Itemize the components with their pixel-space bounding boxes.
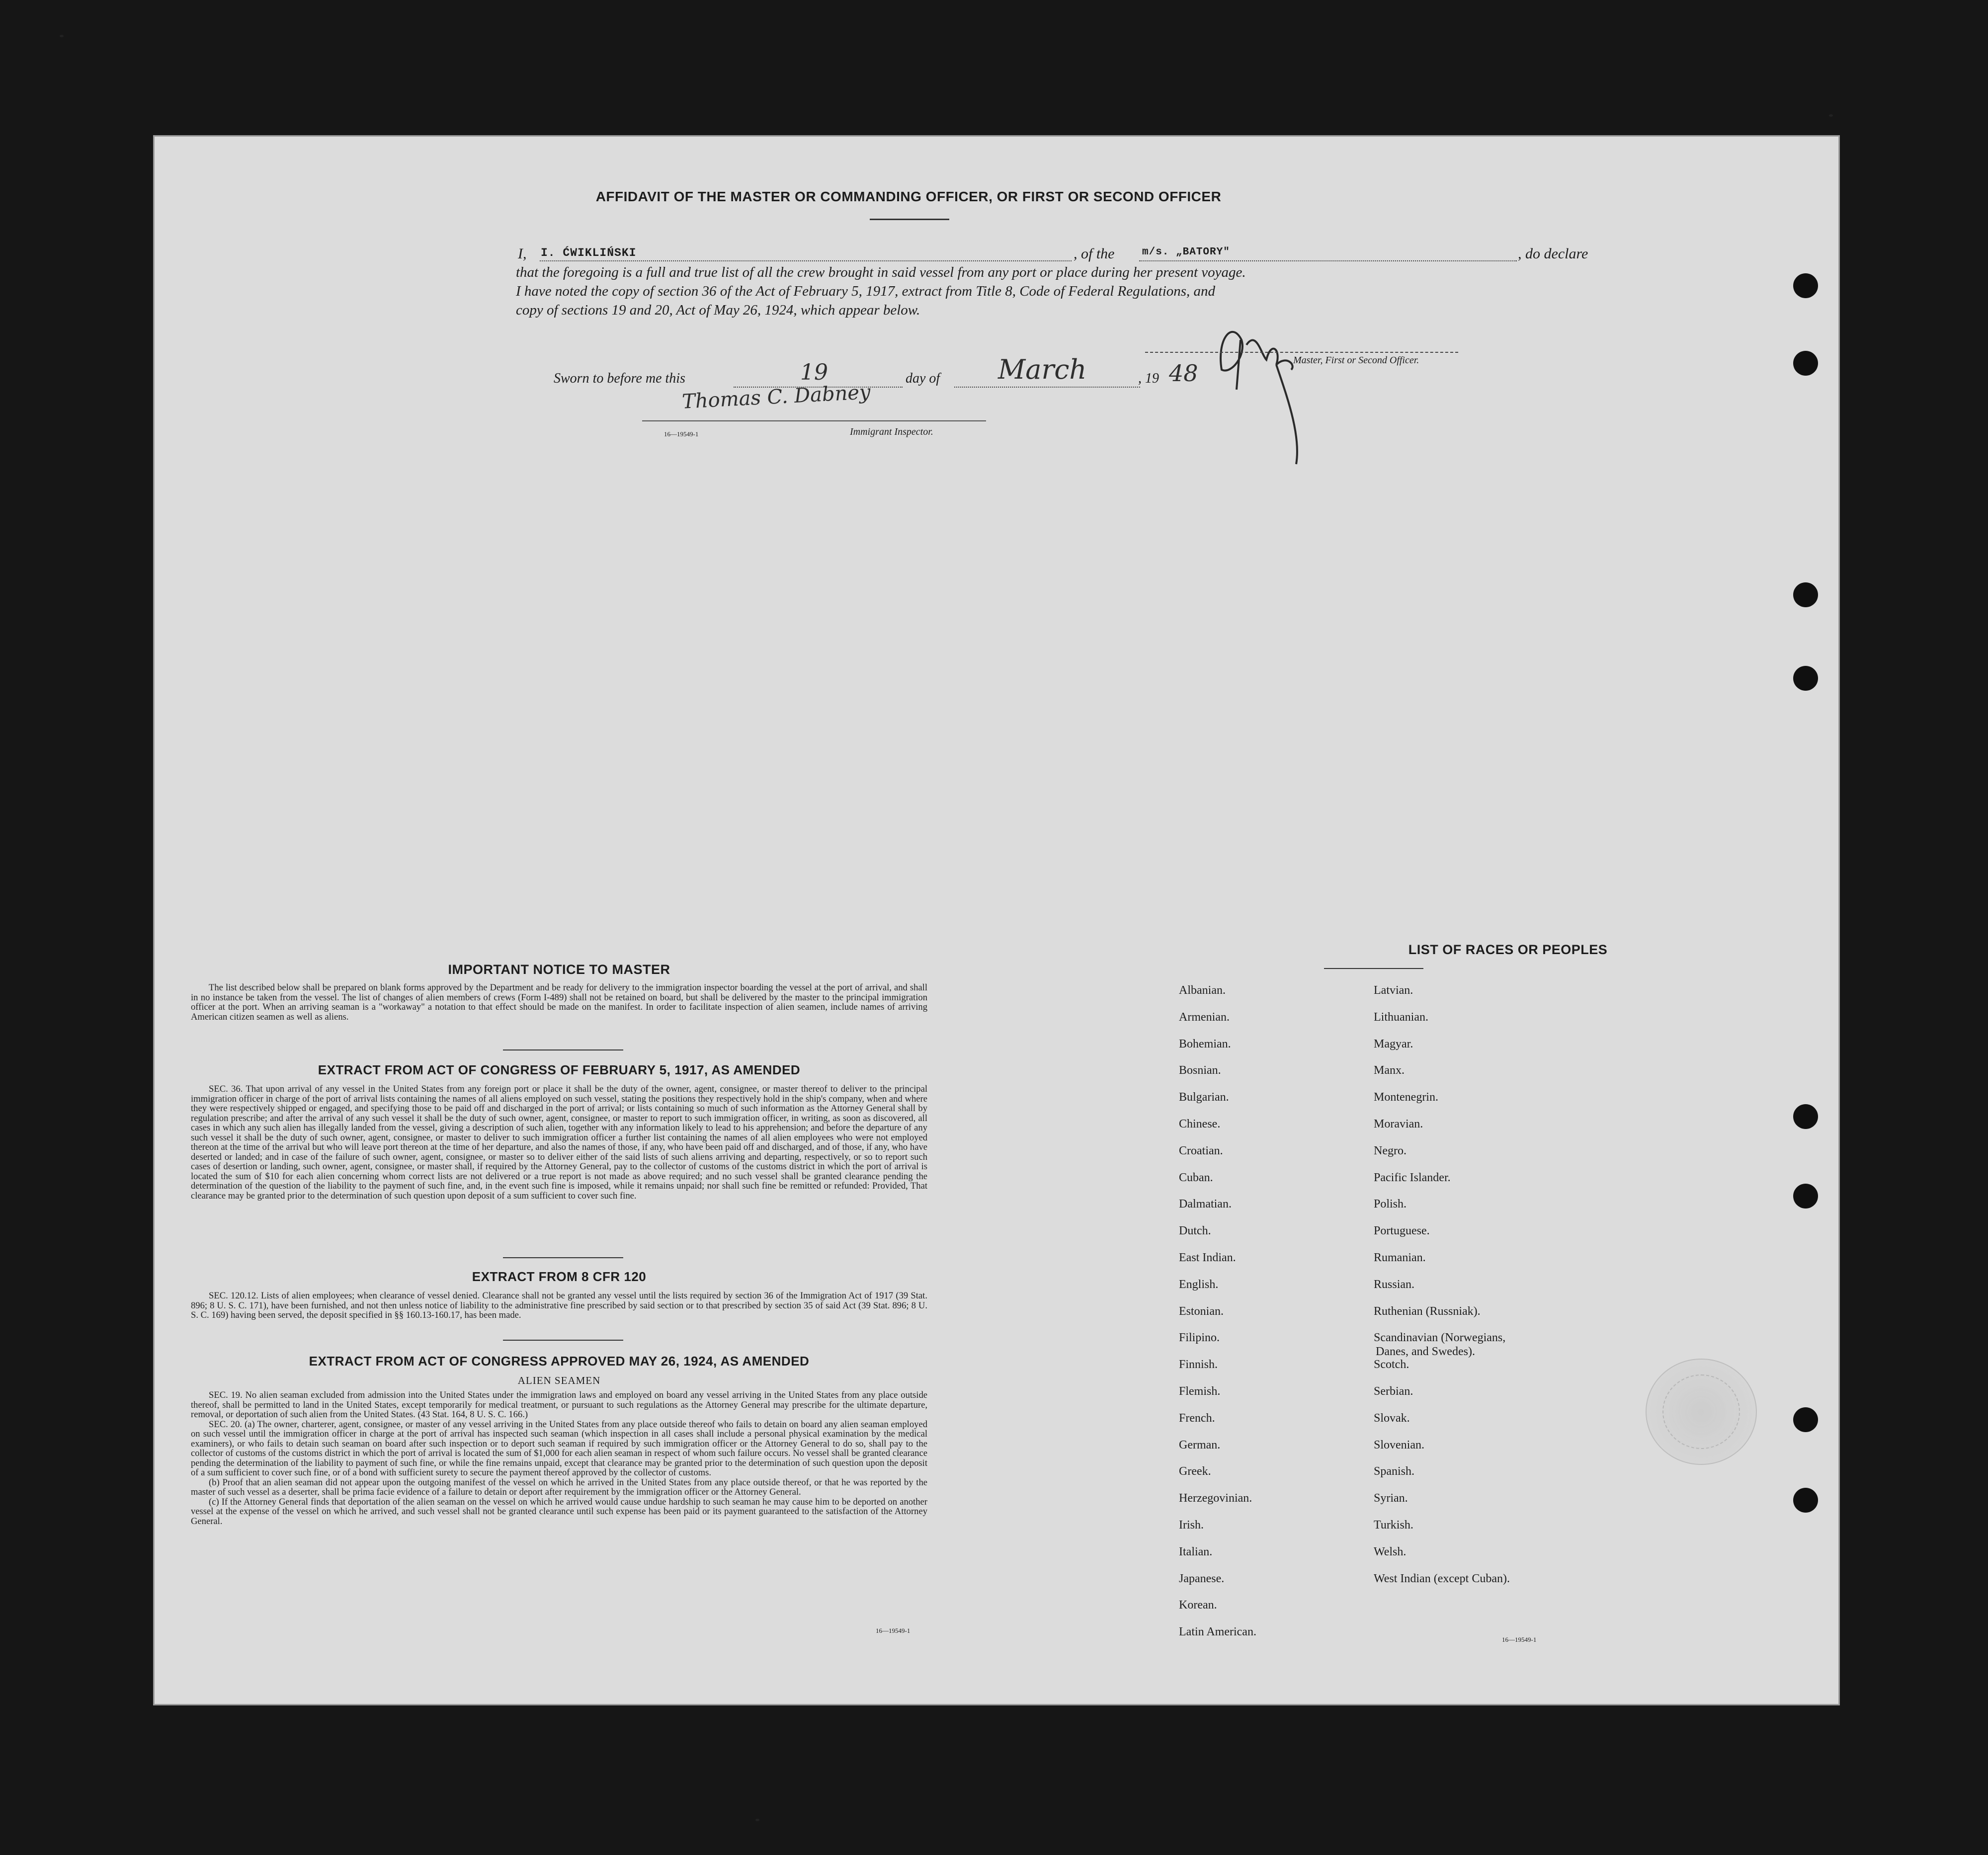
title-rule [870, 219, 949, 220]
race-item: Bulgarian. [1179, 1091, 1229, 1104]
notice-paragraph: The list described below shall be prepared on blank forms approved by the Department and be ready for delivery to the immigration inspector boarding the vessel at the port of arrival, and shall in no instance be taken from the vessel. The list of changes of alien members of crews (Form I-489) shall not be retained on board, but shall be delivered by the master to the principal immigration officer at the port. When an arriving seaman is a "workaway" a notation to that effect should be made on the manifest. In order to facilitate inspection of alien seamen, include names of arriving American citizen seamen as well as aliens. [191, 982, 927, 1022]
inspector-line [642, 420, 986, 421]
race-item: Bohemian. [1179, 1038, 1231, 1050]
punch-hole [1793, 582, 1818, 607]
of-the-label: , of the [1074, 245, 1115, 262]
extract-cfr-paragraph: SEC. 120.12. Lists of alien employees; when clearance of vessel denied. Clearance shall not be granted any vessel until the lists required by section 36 of the Immigration Act of 1917 (39 Stat. 896; 8 U. S. C. 171), have been furnished, and not then unless notice of liability to the administrative fine prescribed by said section or to that prescribed by section 35 of said Act (39 Stat. 896; 8 U. S. C. 169) having been served, the deposit specified in §§ 160.13-160.17, has been made. [191, 1290, 927, 1320]
inspector-caption: Immigrant Inspector. [850, 426, 933, 437]
extract-1924-subtitle: ALIEN SEAMEN [517, 1374, 601, 1386]
i-label: I, [518, 245, 527, 262]
extract-1924-paragraph: SEC. 19. No alien seaman excluded from admission into the United States under the immigration laws and employed on board any vessel arriving in the United States from any place outside thereof, shall be permitted to land in the United States, except temporarily for medical treatment, or pursuant to such regulations as the Attorney General may prescribe for the ultimate departure, removal, or deportation of such alien from the United States. (43 Stat. 164, 8 U. S. C. 166.) [191, 1390, 927, 1420]
race-item: Scotch. [1374, 1358, 1409, 1371]
race-item: Chinese. [1179, 1118, 1221, 1130]
extract-1924-paragraph: (c) If the Attorney General finds that deportation of the alien seaman on the vessel on which he arrived would cause undue hardship to such seaman he may cause him to be deported on another vessel at the expense of the vessel on which he arrived, and such vessel shall not be granted clearance until such expense has been paid or its payment guaranteed to the satisfaction of the Attorney General. [191, 1496, 927, 1527]
master-caption: Master, First or Second Officer. [1293, 355, 1419, 366]
sworn-day: 19 [800, 360, 828, 385]
affidavit-title: AFFIDAVIT OF THE MASTER OR COMMANDING OFFICER, OR FIRST OR SECOND OFFICER [595, 189, 1222, 204]
race-item: Armenian. [1179, 1011, 1230, 1024]
race-item: Irish. [1179, 1519, 1204, 1532]
race-item: Slovak. [1374, 1412, 1410, 1425]
race-item: Croatian. [1179, 1144, 1223, 1157]
sworn-year: 48 [1169, 360, 1198, 387]
affidavit-line-2: that the foregoing is a full and true list of all the crew brought in said vessel from any port or place during her present voyage. [516, 264, 1246, 280]
race-item: English. [1179, 1278, 1219, 1291]
race-item: Manx. [1374, 1064, 1405, 1077]
affidavit-line-3: I have noted the copy of section 36 of the Act of February 5, 1917, extract from Title 8, Code of Federal Regulations, and [516, 283, 1216, 299]
race-item: French. [1179, 1412, 1215, 1425]
extract-1917-title: EXTRACT FROM ACT OF CONGRESS OF FEBRUARY 5, 1917, AS AMENDED [318, 1062, 801, 1077]
race-item: Slovenian. [1374, 1439, 1424, 1452]
race-item: Flemish. [1179, 1385, 1221, 1398]
sworn-label: Sworn to before me this [554, 371, 685, 386]
race-item: Latvian. [1374, 984, 1413, 997]
form-number-left: 16—19549-1 [876, 1627, 911, 1634]
name-line [540, 260, 1072, 261]
races-title: LIST OF RACES OR PEOPLES [1408, 942, 1608, 957]
extract-cfr-title: EXTRACT FROM 8 CFR 120 [472, 1269, 647, 1284]
race-item: Welsh. [1374, 1545, 1407, 1558]
race-item: Lithuanian. [1374, 1011, 1428, 1024]
race-item: Bosnian. [1179, 1064, 1221, 1077]
punch-hole [1793, 1488, 1818, 1513]
race-item: Cuban. [1179, 1171, 1213, 1184]
race-item: Ruthenian (Russniak). [1374, 1305, 1481, 1318]
vessel-name: m/s. „BATORY" [1142, 246, 1230, 258]
race-item: German. [1179, 1439, 1221, 1452]
race-item: Scandinavian (Norwegians, [1374, 1331, 1506, 1344]
extract-1924-paragraph: (b) Proof that an alien seaman did not appear upon the outgoing manifest of the vessel on which he arrived in the United States from any place outside thereof, or that he was reported by the master of such vessel as a deserter, shall be prima facie evidence of a failure to detain or deport after requirement by the immigration officer or the Attorney General. [191, 1477, 927, 1497]
inspector-signature: Thomas C. Dabney [681, 381, 871, 413]
extract-1917-text [191, 1084, 927, 1201]
form-number-top: 16—19549-1 [664, 430, 699, 438]
section-rule [503, 1257, 623, 1258]
race-item: Montenegrin. [1374, 1091, 1438, 1104]
extract-1924-text [191, 1390, 927, 1526]
race-item: Serbian. [1374, 1385, 1413, 1398]
punch-hole [1793, 666, 1818, 691]
extract-1924-paragraph: SEC. 20. (a) The owner, charterer, agent, consignee, or master of any vessel arriving in the United States from any place outside thereof who fails to detain on board any alien seaman employed on such vessel until the immigration officer in charge at the port of arrival has inspected such seaman (which inspection in all cases shall include a personal physical examination by the medical examiners), or who fails to detain such seaman on board after such inspection or to deport such seaman if required by such immigration officer or the Attorney General to do so, shall pay to the collector of customs of the customs district in which the port of arrival is located the sum of $1,000 for each alien seaman in respect of whom such failure occurs. No vessel shall be granted clearance pending the determination of the liability to payment of such fine, or while the fine remains unpaid, except that clearance may be granted prior to the determination of such question upon the deposit of a sum sufficient to cover such fine, or of a bond with sufficient surety to secure the payment thereof approved by the collector of customs. [191, 1419, 927, 1478]
sworn-month-line [954, 387, 1140, 388]
section-rule [503, 1049, 623, 1050]
year-prefix: , 19 [1138, 371, 1159, 386]
vessel-line [1139, 260, 1517, 261]
document-page [153, 135, 1840, 1705]
extract-cfr-text [191, 1291, 927, 1320]
notice-text [191, 983, 927, 1022]
race-item: Danes, and Swedes). [1376, 1345, 1475, 1358]
race-item: Rumanian. [1374, 1251, 1426, 1264]
race-item: East Indian. [1179, 1251, 1236, 1264]
race-item: Greek. [1179, 1465, 1211, 1478]
affidavit-line-4: copy of sections 19 and 20, Act of May 26, 1924, which appear below. [516, 302, 920, 318]
race-item: Korean. [1179, 1599, 1217, 1612]
sworn-month: March [998, 354, 1087, 385]
race-item: Italian. [1179, 1545, 1213, 1558]
race-item: Albanian. [1179, 984, 1226, 997]
race-item: Japanese. [1179, 1572, 1225, 1585]
master-signature [1202, 310, 1351, 469]
form-number-right: 16—19549-1 [1502, 1636, 1537, 1643]
race-item: Syrian. [1374, 1492, 1408, 1505]
race-item: Pacific Islander. [1374, 1171, 1451, 1184]
embossed-seal [1646, 1359, 1757, 1465]
do-declare-label: , do declare [1518, 245, 1588, 262]
races-title-rule [1324, 968, 1423, 969]
race-item: Dalmatian. [1179, 1198, 1232, 1210]
race-item: West Indian (except Cuban). [1374, 1572, 1510, 1585]
race-item: Portuguese. [1374, 1224, 1430, 1237]
extract-1917-paragraph: SEC. 36. That upon arrival of any vessel in the United States from any foreign port or place it shall be the duty of the owner, agent, consignee, or master thereof to deliver to the principal immigration officer in charge of the port of arrival lists containing the names of all aliens employed on such vessel, stating the positions they respectively hold in the ship's company, when and where they were respectively shipped or engaged, and specifying those to be paid off and discharged in the port of arrival; or lists containing so much of such information as the Attorney General shall by regulation prescribe; and after the arrival of any such vessel it shall be the duty of such owner, agent, consignee, or master to report to such immigration officer, in writing, as soon as discovered, all cases in which any such alien has illegally landed from the vessel, giving a description of such alien, together with any information likely to lead to his apprehension; and before the departure of any such vessel it shall be the duty of such owner, agent, consignee, or master to deliver to such immigration officer a further list containing the names of all alien employees who were not employed thereon at the time of the arrival but who will leave port thereon at the time of her departure, and also the names of those, if any, who have been paid off and discharged, and of those, if any, who have deserted or landed; and in case of the failure of such owner, agent, consignee, or master so to deliver either of the said lists of such aliens arriving and departing, respectively, or so to report such cases of desertion or landing, such owner, agent, consignee, or master shall, if required by the Attorney General, pay to the collector of customs of the customs district in which the port of arrival is located the sum of $10 for each alien concerning whom correct lists are not delivered or a true report is not made as above required; and no such vessel shall be granted clearance pending the determination of the question of the liability to the payment of such fine, and, in the event such fine is imposed, while it remains unpaid; nor shall such fine be remitted or refunded: Provided, That clearance may be granted prior to the determination of such question upon deposit of a sum sufficient to cover such fine. [191, 1084, 927, 1201]
race-item: Moravian. [1374, 1118, 1423, 1130]
race-item: Turkish. [1374, 1519, 1413, 1532]
race-item: Estonian. [1179, 1305, 1224, 1318]
race-item: Russian. [1374, 1278, 1415, 1291]
extract-1924-title: EXTRACT FROM ACT OF CONGRESS APPROVED MAY 26, 1924, AS AMENDED [309, 1354, 810, 1369]
race-item: Dutch. [1179, 1224, 1211, 1237]
notice-title: IMPORTANT NOTICE TO MASTER [448, 962, 670, 977]
master-signature-line [1145, 352, 1458, 353]
race-item: Filipino. [1179, 1331, 1220, 1344]
punch-hole [1793, 1104, 1818, 1129]
punch-hole [1793, 351, 1818, 376]
punch-hole [1793, 273, 1818, 298]
race-item: Herzegovinian. [1179, 1492, 1252, 1505]
day-of-label: day of [906, 371, 940, 386]
race-item: Finnish. [1179, 1358, 1218, 1371]
race-item: Latin American. [1179, 1625, 1256, 1638]
race-item: Magyar. [1374, 1038, 1413, 1050]
section-rule [503, 1340, 623, 1341]
master-name: I. ĆWIKLIŃSKI [541, 246, 637, 259]
race-item: Negro. [1374, 1144, 1407, 1157]
race-item: Spanish. [1374, 1465, 1415, 1478]
race-item: Polish. [1374, 1198, 1407, 1210]
punch-hole [1793, 1184, 1818, 1209]
punch-hole [1793, 1407, 1818, 1432]
